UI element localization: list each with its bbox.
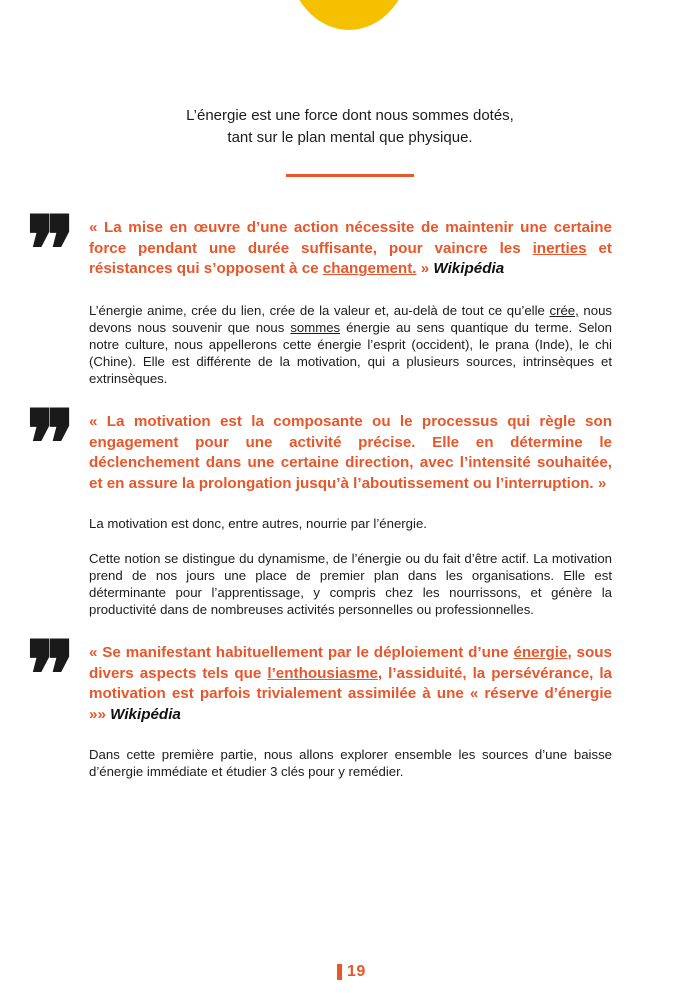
quote-3-text: , sous divers aspects tels que — [89, 644, 612, 682]
quote-mark-glyph: ❞ — [26, 390, 66, 498]
paragraph-1-text: nous devons nous souvenir que nous — [89, 303, 612, 335]
quote-3-source: Wikipédia — [110, 705, 181, 723]
page-number-bar — [337, 964, 342, 980]
quote-3-text: « Se manifestant habituellement par le déploiement d’une — [89, 644, 514, 661]
paragraph-1-text: L’énergie anime, crée du lien, crée de la valeur et, au-delà de tout ce qu’elle — [89, 303, 550, 318]
quote-1-text: et résistances qui s’opposent à ce — [89, 239, 612, 277]
quote-mark-icon — [26, 196, 78, 304]
paragraph-1-underline-cree: crée, — [549, 303, 579, 318]
page-number-text: 19 — [347, 963, 366, 980]
quote-1-link-inerties[interactable]: inerties — [532, 239, 587, 257]
quote-1-link-changement[interactable]: changement. — [322, 260, 417, 277]
quote-1-text: « La mise en œuvre d’une action nécessite de maintenir une certaine force pendant une durée suffisante, pour vaincre les — [89, 219, 612, 257]
paragraph-1-text: énergie au sens quantique du terme. Selon notre culture, nous appellerons cette énergie l’esprit (occident), le prana (Inde), le chi (Chine). Elle est différente de la motivation, qui a plusieurs sources, intrinsèques et extrinsèques. — [89, 320, 612, 386]
quote-2: « La motivation est la composante ou le processus qui règle son engagement pour une activité précise. Elle en détermine le déclenchement dans une certaine direction, avec l’intensité souhaitée, et en assure la prolongation jusqu’à l’aboutissement ou l’interruption. » — [89, 413, 612, 492]
quote-1-source: Wikipédia — [433, 260, 505, 277]
page-number — [337, 962, 366, 982]
quote-3-link-enthousiasme[interactable]: l’enthousiasme — [267, 664, 378, 682]
quote-3-link-energie[interactable]: énergie — [513, 644, 568, 661]
quote-mark-glyph: ❞ — [26, 621, 66, 729]
intro-line-1: L’énergie est une force dont nous sommes dotés, — [186, 107, 514, 124]
paragraph-3: Cette notion se distingue du dynamisme, de l’énergie ou du fait d’être actif. La motivation prend de nos jours une place de premier plan dans les organisations. Elle est déterminante pour l’apprentissage, y compris chez les nourrissons, et génère la productivité dans de nombreuses activités personnelles ou professionnelles. — [89, 551, 612, 617]
quote-1 — [89, 218, 612, 280]
quote-mark-icon — [26, 621, 78, 729]
paragraph-1 — [89, 302, 612, 387]
quote-1-text: » — [416, 260, 434, 277]
intro-line-2: tant sur le plan mental que physique. — [227, 129, 473, 146]
quote-3-text: , l’assiduité, la persévérance, la motivation est parfois trivialement assimilée à une « réserve d’énergie »» — [89, 664, 612, 723]
sun-circle-decoration — [287, 0, 411, 30]
paragraph-4: Dans cette première partie, nous allons explorer ensemble les sources d’une baisse d’énergie immédiate et étudier 3 clés pour y remédier. — [89, 747, 612, 779]
paragraph-1-underline-sommes: sommes — [290, 320, 341, 335]
paragraph-2: La motivation est donc, entre autres, nourrie par l’énergie. — [89, 516, 427, 531]
quote-mark-glyph: ❞ — [26, 196, 66, 304]
quote-3 — [89, 643, 612, 725]
section-divider — [286, 174, 414, 177]
intro-statement — [0, 105, 700, 149]
quote-mark-icon — [26, 390, 78, 498]
